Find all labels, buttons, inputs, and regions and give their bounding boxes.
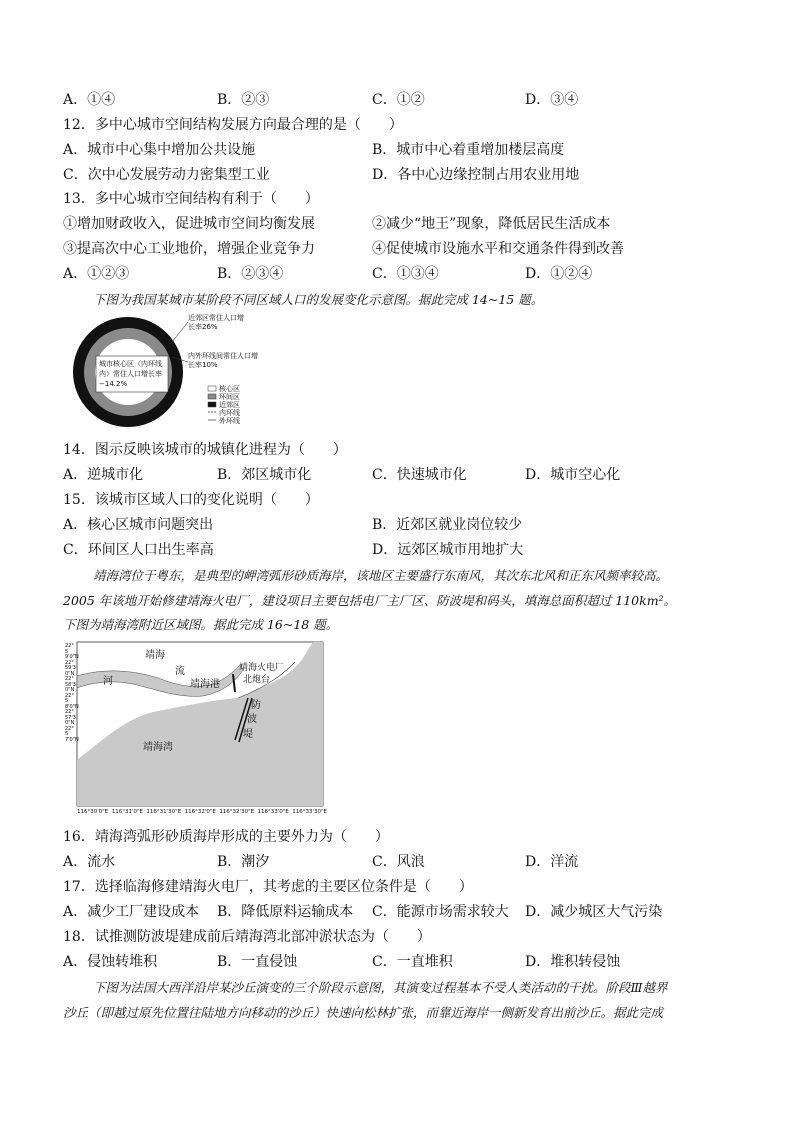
q13-option-b[interactable]: B．②③④ <box>217 266 284 282</box>
label-breakwater-2: 波 <box>247 714 257 725</box>
q12-stem: 12．多中心城市空间结构发展方向最合理的是（ ） <box>63 117 403 133</box>
core-growth-label: 城市核心区（内环线内）常住人口增长率−14.2% <box>99 360 162 388</box>
label-jinghai-port: 靖海港 <box>190 679 220 690</box>
lat-tick: 22°57'0"N <box>65 725 79 743</box>
q17-option-d[interactable]: D．减少城区大气污染 <box>525 904 663 920</box>
q12-option-a[interactable]: A．城市中心集中增加公共设施 <box>63 142 256 158</box>
ring-growth-label: 内外环线间常住人口增长率10% <box>188 352 258 369</box>
label-breakwater-3: 堤 <box>243 729 253 740</box>
q13-statement-1: ①增加财政收入，促进城市空间均衡发展 <box>63 216 315 232</box>
legend-inner-ring-line: 内环线 <box>219 409 240 417</box>
q18-stem: 18．试推测防波堤建成前后靖海湾北部冲淤状态为（ ） <box>63 929 431 945</box>
q17-option-a[interactable]: A．减少工厂建设成本 <box>63 904 200 920</box>
label-breakwater-1: 防 <box>251 700 261 711</box>
q12-option-d[interactable]: D．各中心边缘控制占用农业用地 <box>372 167 580 183</box>
q18-option-b[interactable]: B．一直侵蚀 <box>217 954 298 970</box>
q15-option-b[interactable]: B．近郊区就业岗位较少 <box>372 517 523 533</box>
lat-tick: 22°59'0"N <box>65 643 79 660</box>
q13-statement-2: ②减少“地王”现象，降低居民生活成本 <box>372 216 611 232</box>
q17-option-c[interactable]: C．能源市场需求较大 <box>372 904 509 920</box>
lat-tick: 22°58'30"N <box>65 676 76 693</box>
lon-tick: 116°30'0"E <box>77 809 109 815</box>
q11-option-a[interactable]: A．①④ <box>63 92 116 108</box>
lon-tick: 116°33'30"E <box>292 809 327 815</box>
q14-option-c[interactable]: C．快速城市化 <box>372 467 467 483</box>
q18-option-c[interactable]: C．一直堆积 <box>372 954 453 970</box>
q16-option-c[interactable]: C．风浪 <box>372 854 425 870</box>
q13-option-c[interactable]: C．①③④ <box>372 266 439 282</box>
q15-option-c[interactable]: C．环间区人口出生率高 <box>63 542 214 558</box>
lat-tick-labels <box>65 644 77 804</box>
lon-tick: 116°31'30"E <box>146 809 182 815</box>
legend-outer-ring-line: 外环线 <box>219 417 240 425</box>
q16-stem: 16．靖海湾弧形砂质海岸形成的主要外力为（ ） <box>63 829 389 845</box>
figure-population-rings <box>70 312 280 432</box>
intro-dune-line1: 下图为法国大西洋沿岸某沙丘演变的三个阶段示意图，其演变过程基本不受人类活动的干扰。阶段Ⅲ越界 <box>93 980 668 995</box>
suburb-growth-label: 近郊区常住人口增长率26% <box>188 314 244 331</box>
intro-16-18-line1: 靖海湾位于粤东，是典型的岬湾弧形砂质海岸，该地区主要盛行东南风，其次东北风和正东风频率较高。 <box>93 568 669 583</box>
q13-option-a[interactable]: A．①②③ <box>63 266 130 282</box>
q11-option-d[interactable]: D．③④ <box>525 92 579 108</box>
q14-option-a[interactable]: A．逆城市化 <box>63 467 144 483</box>
figure-jinghai-bay-map <box>63 640 327 820</box>
lon-tick: 116°31'0"E <box>111 809 143 815</box>
intro-16-18-line3: 下图为靖海湾附近区域图。据此完成 16~18 题。 <box>63 617 339 632</box>
intro-14-15: 下图为我国某城市某阶段不同区域人口的发展变化示意图。据此完成 14~15 题。 <box>93 292 544 307</box>
q15-option-d[interactable]: D．远郊区城市用地扩大 <box>372 542 524 558</box>
label-river-liu: 流 <box>175 666 185 677</box>
lon-tick: 116°33'0"E <box>257 809 289 815</box>
q11-option-b[interactable]: B．②③ <box>217 92 270 108</box>
q15-option-a[interactable]: A．核心区城市问题突出 <box>63 517 214 533</box>
q14-option-b[interactable]: B．郊区城市化 <box>217 467 312 483</box>
q13-stem: 13．多中心城市空间结构有利于（ ） <box>63 191 319 207</box>
label-river-he: 河 <box>103 676 113 687</box>
q14-option-d[interactable]: D．城市空心化 <box>525 467 621 483</box>
label-north-battery: 北炮台 <box>243 675 271 685</box>
lat-tick: 22°57'30"N <box>65 709 76 726</box>
lat-tick: 22°59'30"N <box>65 659 76 677</box>
legend-ring: 环间区 <box>219 393 240 401</box>
q15-stem: 15．该城市区域人口的变化说明（ ） <box>63 492 319 508</box>
q13-statement-3: ③提高次中心工业地价，增强企业竞争力 <box>63 241 315 257</box>
label-power-plant: 靖海火电厂 <box>239 663 285 673</box>
q12-option-b[interactable]: B．城市中心着重增加楼层高度 <box>372 142 565 158</box>
legend-core: 核心区 <box>219 385 240 393</box>
lon-tick: 116°32'0"E <box>184 809 216 815</box>
lon-tick-labels <box>77 809 327 815</box>
q11-option-c[interactable]: C．①② <box>372 92 425 108</box>
q18-option-d[interactable]: D．堆积转侵蚀 <box>525 954 621 970</box>
lat-tick: 22°58'0"N <box>65 692 79 710</box>
intro-dune-line2: 沙丘（即越过原先位置往陆地方向移动的沙丘）快速向松林扩张，而靠近海岸一侧新发育出前沙丘。据此完成 <box>63 1005 664 1020</box>
q13-option-d[interactable]: D．①②④ <box>525 266 593 282</box>
q16-option-b[interactable]: B．潮汐 <box>217 854 270 870</box>
q16-option-d[interactable]: D．洋流 <box>525 854 579 870</box>
q12-option-c[interactable]: C．次中心发展劳动力密集型工业 <box>63 167 270 183</box>
legend-suburb: 近郊区 <box>219 401 240 409</box>
q16-option-a[interactable]: A．流水 <box>63 854 116 870</box>
label-jinghai: 靖海 <box>145 650 165 661</box>
lon-tick: 116°32'30"E <box>219 809 255 815</box>
intro-16-18-line2: 2005 年该地开始修建靖海火电厂，建设项目主要包括电厂主厂区、防波堤和码头，填海总面积超过 110km²。 <box>63 593 677 608</box>
q17-option-b[interactable]: B．降低原料运输成本 <box>217 904 354 920</box>
q18-option-a[interactable]: A．侵蚀转堆积 <box>63 954 158 970</box>
q13-statement-4: ④促使城市设施水平和交通条件得到改善 <box>372 241 624 257</box>
label-jinghai-bay: 靖海湾 <box>143 742 173 753</box>
q17-stem: 17．选择临海修建靖海火电厂，其考虑的主要区位条件是（ ） <box>63 879 473 895</box>
q14-stem: 14．图示反映该城市的城镇化进程为（ ） <box>63 442 347 458</box>
